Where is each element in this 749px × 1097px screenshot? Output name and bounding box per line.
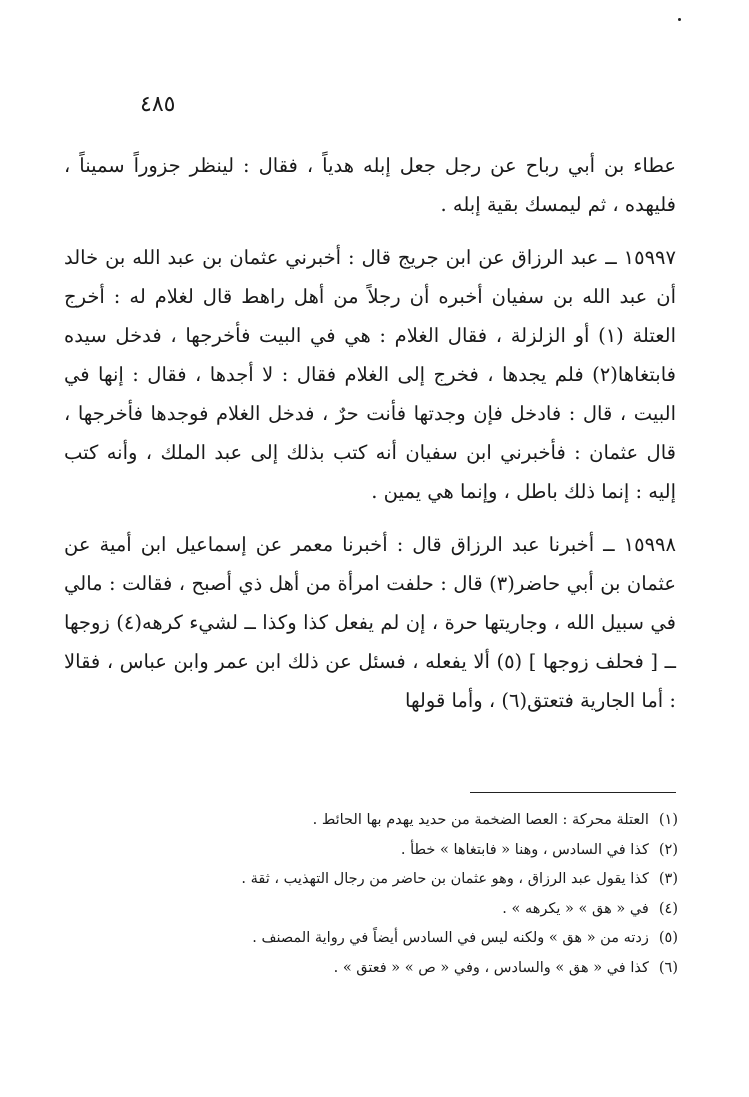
footnote-number: (٣)	[658, 871, 678, 887]
footnote-item	[130, 895, 678, 925]
footnote-number: (٥)	[658, 930, 678, 946]
footnote-separator	[470, 792, 676, 793]
footnote-item	[130, 924, 678, 954]
footnote-item	[130, 836, 678, 866]
paragraph-continuation: عطاء بن أبي رباح عن رجل جعل إبله هدياً ، فقال : لينظر جزوراً سميناً ، فليهده ، ثم ليمسك بقية إبله .	[64, 154, 676, 216]
footnote-item	[130, 954, 678, 984]
footnote-text: في « هق » « يكرهه » .	[502, 900, 649, 917]
footnote-text: زدته من « هق » ولكنه ليس في السادس أيضاً في رواية المصنف .	[252, 930, 649, 946]
footnote-text: كذا في السادس ، وهنا « فابتغاها » خطأ .	[400, 841, 649, 858]
footnote-number: (٤)	[658, 900, 678, 917]
paragraph-hadith-15998: ١٥٩٩٨ ــ أخبرنا عبد الرزاق قال : أخبرنا معمر عن إسماعيل ابن أمية عن عثمان بن أبي حاضر(٣) قال : حلفت امرأة من أهل ذي أصبح ، فقالت : مالي في سبيل الله ، وجاريتها حرة ، إن لم يفعل كذا وكذا ــ لشيء كرهه(٤) زوجها ــ [ فحلف زوجها ] (٥) ألا يفعله ، فسئل عن ذلك ابن عمر وابن عباس ، فقالا : أما الجارية فتعتق(٦) ، وأما قولها	[64, 533, 677, 712]
paragraph-hadith-15997: ١٥٩٩٧ ــ عبد الرزاق عن ابن جريج قال : أخبرني عثمان بن عبد الله بن خالد أن عبد الله بن سفيان أخبره أن رجلاً من أهل راهط قال لغلام له : أخرج العتلة (١) أو الزلزلة ، فقال الغلام : هي في البيت فأخرجها ، فدخل سيده فابتغاها(٢) فلم يجدها ، فخرج إلى الغلام فقال : لا أجدها ، فقال : إنها في البيت ، قال : فادخل فإن وجدتها فأنت حرٌ ، فدخل الغلام فوجدها فأخرجها ، قال عثمان : فأخبرني ابن سفيان أنه كتب بذلك إلى عبد الملك ، وأنه كتب إليه : إنما ذلك باطل ، وإنما هي يمين .	[64, 246, 677, 503]
page-number: ٤٨٥	[140, 92, 176, 117]
footnote-number: (٦)	[658, 959, 678, 976]
footnote-item	[130, 865, 678, 895]
footnote-text: كذا في « هق » والسادس ، وفي « ص » « فعتق » .	[333, 959, 649, 976]
footnote-item	[130, 806, 678, 836]
footnotes	[130, 806, 678, 983]
footnote-number: (٢)	[658, 841, 678, 858]
main-text	[64, 146, 676, 720]
footnote-number: (١)	[658, 812, 678, 828]
footnote-text: كذا يقول عبد الرزاق ، وهو عثمان بن حاضر من رجال التهذيب ، ثقة .	[241, 871, 649, 887]
speck-mark	[678, 18, 681, 21]
footnote-text: العتلة محركة : العصا الضخمة من حديد يهدم بها الحائط .	[312, 812, 649, 828]
